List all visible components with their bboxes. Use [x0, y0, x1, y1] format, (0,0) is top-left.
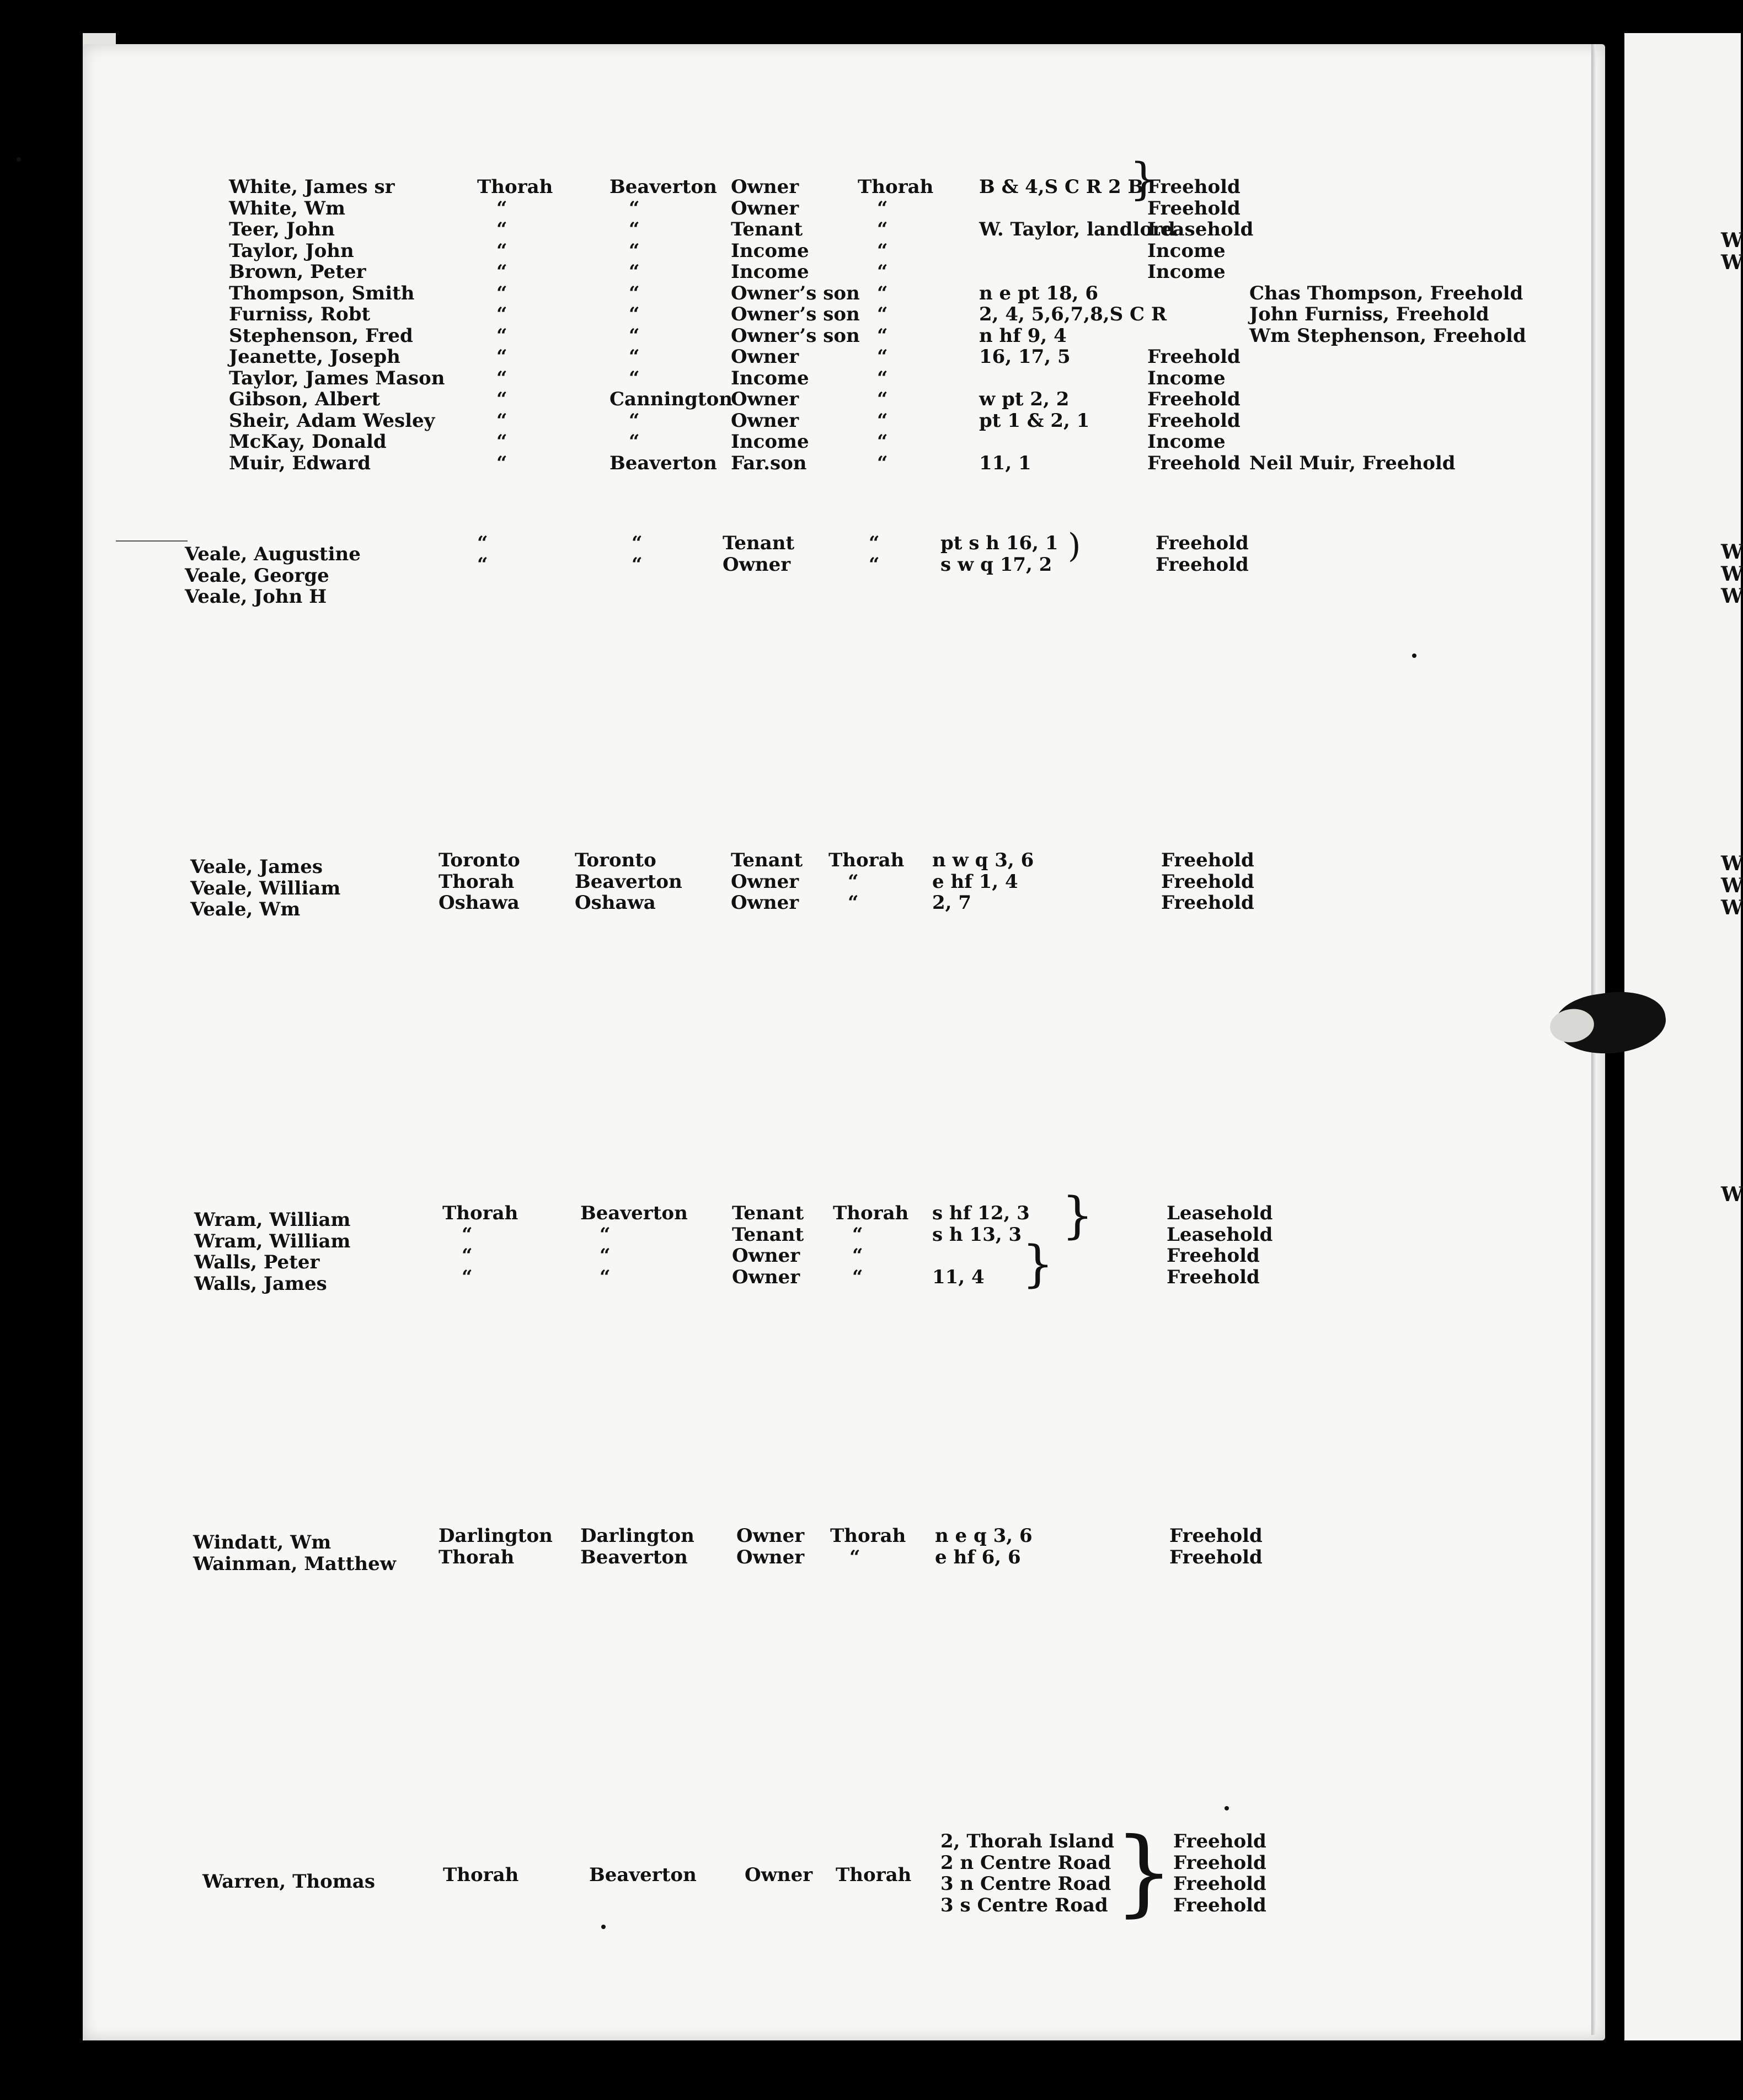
cell-tenure: Freehold	[1147, 409, 1241, 432]
cell-name: Veale, Augustine	[185, 543, 361, 565]
cell-tenure: Leasehold	[1147, 218, 1254, 240]
cell-residence: Toronto	[439, 849, 520, 871]
cell-status: Owner	[731, 176, 799, 198]
cell-name: Brown, Peter	[229, 261, 366, 283]
cell-tenure: Freehold	[1147, 452, 1241, 474]
cell-tenure: Freehold	[1161, 870, 1254, 893]
cell-post-office: “	[629, 303, 640, 325]
cell-status: Income	[731, 261, 809, 283]
cell-status: Owner	[736, 1525, 805, 1547]
cell-municipality: “	[877, 367, 888, 389]
cell-tenure: Freehold	[1156, 553, 1249, 576]
cell-status: Tenant	[731, 849, 803, 871]
cell-residence: Thorah	[439, 870, 515, 893]
cell-name: Veale, William	[190, 877, 341, 899]
edge-letter: W	[1721, 251, 1743, 274]
cell-status: Tenant	[732, 1223, 804, 1246]
bracket-mark: }	[1130, 153, 1158, 205]
cell-tenure: Freehold	[1173, 1830, 1266, 1852]
cell-residence: Thorah	[477, 176, 553, 198]
edge-letter: W	[1721, 874, 1743, 897]
cell-residence: Oshawa	[439, 892, 520, 914]
cell-property: 3 n Centre Road	[940, 1873, 1111, 1895]
cell-status: Owner’s son	[731, 303, 860, 325]
cell-post-office: “	[629, 261, 640, 283]
cell-tenure: Income	[1147, 431, 1226, 453]
cell-name: Walls, James	[194, 1272, 327, 1295]
cell-tenure: Freehold	[1173, 1873, 1266, 1895]
cell-post-office: Beaverton	[589, 1864, 697, 1886]
edge-letter: W	[1721, 1183, 1743, 1206]
cell-property: pt 1 & 2, 1	[979, 409, 1090, 432]
cell-residence: “	[496, 218, 507, 240]
cell-name: Wram, William	[194, 1209, 351, 1231]
cell-tenure: Freehold	[1169, 1546, 1263, 1568]
cell-post-office: “	[629, 324, 640, 347]
cell-residence: Thorah	[443, 1864, 519, 1886]
cell-residence: “	[496, 409, 507, 432]
bracket-mark: }	[1114, 1818, 1174, 1927]
cell-tenure: Income	[1147, 239, 1226, 262]
cell-property: 11, 1	[979, 452, 1031, 474]
cell-tenure: Freehold	[1161, 892, 1254, 914]
cell-post-office: “	[629, 367, 640, 389]
cell-name: Taylor, James Mason	[229, 367, 445, 389]
cell-status: Owner	[731, 870, 799, 893]
cell-post-office: Beaverton	[575, 870, 682, 893]
cell-tenure: Freehold	[1161, 849, 1254, 871]
cell-property: s w q 17, 2	[940, 553, 1052, 576]
cell-status: Tenant	[731, 218, 803, 240]
cell-status: Owner’s son	[731, 324, 860, 347]
cell-property: s hf 12, 3	[932, 1202, 1030, 1224]
ink-speck	[1225, 1806, 1229, 1810]
cell-property: 16, 17, 5	[979, 346, 1071, 368]
cell-post-office: Cannington	[609, 388, 733, 410]
ink-speck	[601, 1925, 606, 1929]
cell-municipality: “	[852, 1245, 863, 1267]
cell-post-office: Oshawa	[575, 892, 656, 914]
cell-name: Teer, John	[229, 218, 335, 240]
cell-municipality: “	[877, 218, 888, 240]
cell-post-office: “	[629, 282, 640, 304]
cell-municipality: “	[852, 1266, 863, 1288]
edge-letter: W	[1721, 585, 1743, 608]
cell-post-office: “	[629, 346, 640, 368]
cell-status: Owner	[731, 388, 799, 410]
cell-name: Veale, John H	[185, 586, 327, 608]
cell-municipality: “	[877, 303, 888, 325]
cell-status: Owner	[736, 1546, 805, 1568]
cell-property: s h 13, 3	[932, 1223, 1022, 1246]
cell-status: Owner	[731, 892, 799, 914]
cell-property: n e pt 18, 6	[979, 282, 1098, 304]
cell-property: pt s h 16, 1	[940, 532, 1058, 554]
cell-post-office: “	[629, 218, 640, 240]
cell-name: Veale, George	[185, 564, 329, 587]
cell-property: n e q 3, 6	[935, 1525, 1033, 1547]
cell-property: W. Taylor, landlord	[979, 218, 1175, 240]
cell-post-office: “	[600, 1245, 611, 1267]
cell-residence: “	[496, 388, 507, 410]
cell-municipality: “	[848, 892, 859, 914]
cell-status: Owner	[723, 553, 791, 576]
cell-remarks: Wm Stephenson, Freehold	[1249, 324, 1526, 347]
cell-municipality: Thorah	[828, 849, 905, 871]
cell-residence: “	[496, 197, 507, 219]
cell-tenure: Freehold	[1167, 1245, 1260, 1267]
cell-residence: Thorah	[439, 1546, 515, 1568]
cell-property: 3 s Centre Road	[940, 1894, 1108, 1916]
bracket-mark: }	[1062, 1187, 1094, 1245]
cell-residence: Thorah	[442, 1202, 518, 1224]
cell-residence: “	[496, 324, 507, 347]
cell-property: 2 n Centre Road	[940, 1851, 1111, 1874]
cell-name: White, Wm	[229, 197, 345, 219]
cell-name: Warren, Thomas	[202, 1871, 375, 1893]
cell-property: 2, Thorah Island	[940, 1830, 1115, 1852]
cell-post-office: Beaverton	[580, 1546, 688, 1568]
cell-tenure: Leasehold	[1167, 1202, 1273, 1224]
ink-speck	[17, 157, 21, 162]
cell-name: Wainman, Matthew	[193, 1552, 396, 1575]
cell-residence: “	[496, 239, 507, 262]
cell-property: 2, 7	[932, 892, 971, 914]
cell-municipality: “	[877, 409, 888, 432]
cell-tenure: Leasehold	[1167, 1223, 1273, 1246]
cell-post-office: Beaverton	[609, 176, 717, 198]
ruled-line	[116, 540, 188, 542]
cell-residence: “	[462, 1266, 473, 1288]
cell-post-office: Beaverton	[580, 1202, 688, 1224]
cell-remarks: Chas Thompson, Freehold	[1249, 282, 1523, 304]
cell-status: Tenant	[723, 532, 795, 554]
cell-name: Jeanette, Joseph	[229, 346, 400, 368]
cell-residence: “	[462, 1223, 473, 1246]
cell-name: Furniss, Robt	[229, 303, 371, 325]
edge-letter: W	[1721, 562, 1743, 586]
cell-status: Income	[731, 239, 809, 262]
cell-residence: “	[496, 346, 507, 368]
cell-municipality: “	[877, 261, 888, 283]
cell-post-office: “	[600, 1223, 611, 1246]
cell-municipality: “	[877, 431, 888, 453]
cell-name: Gibson, Albert	[229, 388, 381, 410]
cell-municipality: “	[869, 532, 880, 554]
cell-name: Taylor, John	[229, 239, 354, 262]
cell-municipality: “	[877, 239, 888, 262]
cell-post-office: “	[632, 532, 643, 554]
cell-municipality: “	[852, 1223, 863, 1246]
cell-tenure: Income	[1147, 367, 1226, 389]
cell-residence: “	[496, 282, 507, 304]
cell-name: Muir, Edward	[229, 452, 371, 474]
cell-municipality: “	[869, 553, 880, 576]
cell-status: Tenant	[732, 1202, 804, 1224]
cell-tenure: Freehold	[1147, 197, 1241, 219]
cell-status: Owner	[732, 1266, 800, 1288]
cell-post-office: “	[632, 553, 643, 576]
cell-municipality: “	[877, 282, 888, 304]
cell-tenure: Freehold	[1147, 346, 1241, 368]
cell-residence: “	[496, 367, 507, 389]
cell-status: Far.son	[731, 452, 807, 474]
cell-residence: “	[496, 452, 507, 474]
cell-municipality: Thorah	[858, 176, 934, 198]
cell-municipality: “	[877, 324, 888, 347]
cell-tenure: Freehold	[1156, 532, 1249, 554]
cell-post-office: Darlington	[580, 1525, 694, 1547]
edge-letter: W	[1721, 852, 1743, 875]
cell-municipality: “	[848, 870, 859, 893]
cell-tenure: Freehold	[1147, 176, 1241, 198]
cell-municipality: Thorah	[830, 1525, 906, 1547]
cell-name: Veale, James	[190, 856, 323, 878]
cell-property: 2, 4, 5,6,7,8,S C R	[979, 303, 1167, 325]
cell-post-office: “	[629, 239, 640, 262]
cell-post-office: Beaverton	[609, 452, 717, 474]
cell-residence: “	[496, 303, 507, 325]
cell-post-office: “	[600, 1266, 611, 1288]
cell-name: Walls, Peter	[194, 1251, 320, 1273]
cell-property: e hf 6, 6	[935, 1546, 1021, 1568]
cell-post-office: “	[629, 431, 640, 453]
ink-speck	[1412, 653, 1416, 658]
cell-municipality: “	[877, 346, 888, 368]
cell-residence: “	[477, 553, 488, 576]
cell-name: Windatt, Wm	[193, 1531, 332, 1553]
cell-municipality: Thorah	[833, 1202, 909, 1224]
edge-letter: W	[1721, 896, 1743, 919]
edge-letter: W	[1721, 540, 1743, 564]
cell-name: Wram, William	[194, 1230, 351, 1252]
cell-municipality: “	[877, 388, 888, 410]
cell-property: B & 4,S C R 2 B	[979, 176, 1144, 198]
cell-tenure: Freehold	[1169, 1525, 1263, 1547]
bracket-mark: )	[1068, 527, 1081, 565]
cell-property: e hf 1, 4	[932, 870, 1018, 893]
cell-residence: “	[477, 532, 488, 554]
cell-property: n w q 3, 6	[932, 849, 1034, 871]
cell-post-office: “	[629, 409, 640, 432]
cell-status: Owner	[745, 1864, 813, 1886]
cell-status: Owner	[731, 197, 799, 219]
cell-property: 11, 4	[932, 1266, 985, 1288]
edge-letter: W	[1721, 229, 1743, 252]
cell-status: Owner	[731, 346, 799, 368]
cell-residence: “	[462, 1245, 473, 1267]
cell-status: Owner	[732, 1245, 800, 1267]
cell-name: Thompson, Smith	[229, 282, 415, 304]
cell-name: McKay, Donald	[229, 431, 387, 453]
cell-name: White, James sr	[229, 176, 395, 198]
cell-tenure: Freehold	[1173, 1894, 1266, 1916]
cell-status: Owner’s son	[731, 282, 860, 304]
cell-municipality: “	[877, 197, 888, 219]
cell-residence: Darlington	[439, 1525, 553, 1547]
cell-name: Veale, Wm	[190, 898, 301, 920]
cell-name: Sheir, Adam Wesley	[229, 409, 435, 432]
cell-municipality: “	[849, 1546, 860, 1568]
cell-tenure: Freehold	[1147, 388, 1241, 410]
cell-status: Owner	[731, 409, 799, 432]
cell-status: Income	[731, 431, 809, 453]
cell-property: n hf 9, 4	[979, 324, 1067, 347]
cell-post-office: Toronto	[575, 849, 656, 871]
cell-tenure: Freehold	[1167, 1266, 1260, 1288]
cell-residence: “	[496, 431, 507, 453]
cell-name: Stephenson, Fred	[229, 324, 413, 347]
cell-post-office: “	[629, 197, 640, 219]
bracket-mark: }	[1022, 1235, 1054, 1293]
cell-residence: “	[496, 261, 507, 283]
cell-remarks: Neil Muir, Freehold	[1249, 452, 1456, 474]
cell-status: Income	[731, 367, 809, 389]
cell-municipality: Thorah	[836, 1864, 912, 1886]
cell-municipality: “	[877, 452, 888, 474]
cell-tenure: Income	[1147, 261, 1226, 283]
cell-tenure: Freehold	[1173, 1851, 1266, 1874]
cell-remarks: John Furniss, Freehold	[1249, 303, 1489, 325]
cell-property: w pt 2, 2	[979, 388, 1070, 410]
